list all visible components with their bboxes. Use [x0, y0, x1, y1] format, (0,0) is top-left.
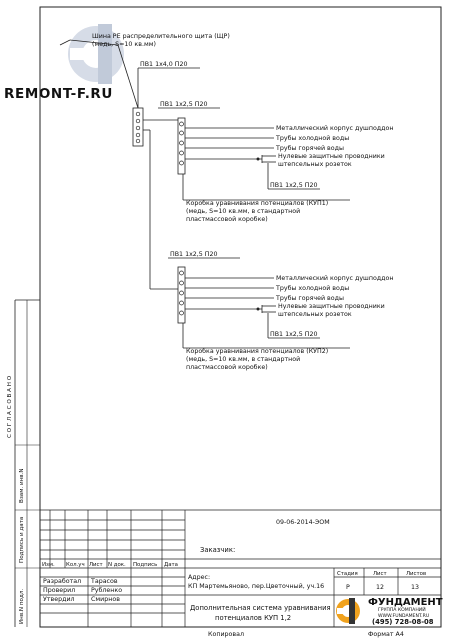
col-header-date: Дата: [164, 562, 178, 568]
box1-item-3: Трубы горячей воды: [276, 145, 344, 152]
box1-neutral-line-1: Нулевые защитные проводники: [278, 153, 385, 160]
col-header-list: Лист: [89, 562, 103, 568]
side-stamp: [7, 375, 25, 624]
box2-feed-cable-label: ПВ1 1х2,5 П20: [170, 251, 218, 258]
box2-neutral-cable-label: ПВ1 1х2,5 П20: [270, 331, 318, 338]
pe-bus-label-2: (медь, S=10 кв.мм): [92, 41, 156, 48]
pe-bus-label-1: Шина PE распределительного щита (ЩР): [92, 33, 230, 40]
box1-description-1: Коробка уравнивания потенциалов (КУП1): [186, 200, 329, 207]
box1-neutral-line-2: штепсельных розеток: [278, 161, 352, 168]
sign-date-label: Подпись и дата: [19, 516, 25, 563]
drawing-title-line-1: Дополнительная система уравнивания: [190, 604, 331, 612]
box2-description-1: Коробка уравнивания потенциалов (КУП2): [186, 348, 329, 355]
company-tagline: ГРУППА КОМПАНИЙ: [378, 608, 426, 613]
box2-neutral-line-1: Нулевые защитные проводники: [278, 303, 385, 310]
box2-description-3: пластмассовой коробке): [186, 364, 268, 371]
staff-role-2: Проверил: [43, 587, 76, 594]
box1-feed-cable-label: ПВ1 1х2,5 П20: [160, 101, 208, 108]
box1-item-2: Трубы холодной воды: [276, 135, 350, 142]
title-block-text: [42, 519, 426, 638]
stage-value: Р: [346, 584, 350, 591]
box1-item-1: Металлический корпус душподдон: [276, 125, 394, 132]
inv-orig-label: Инв.N подл.: [19, 588, 25, 624]
drawing-title-line-2: потенциалов КУП 1,2: [215, 614, 292, 622]
customer-label: Заказчик:: [200, 546, 236, 554]
doc-code: 09-06-2014-ЭОМ: [276, 519, 330, 526]
box1-description-2: (медь, S=10 кв.мм, в стандартной: [186, 208, 301, 215]
staff-name-3: Смирнов: [91, 596, 120, 603]
box2-item-2: Трубы холодной воды: [276, 285, 350, 292]
box2-description-2: (медь, S=10 кв.мм, в стандартной: [186, 356, 301, 363]
staff-role-3: Утвердил: [43, 596, 75, 603]
junction-dots: [257, 158, 260, 311]
stage-label: Стадия: [337, 571, 358, 577]
col-header-izm: Изм.: [42, 562, 55, 568]
col-header-signature: Подпись: [133, 562, 158, 568]
company-phone: (495) 728-08-08: [372, 618, 434, 626]
col-header-kol-uch: Кол.уч: [66, 562, 85, 568]
inv-no-label: Взам. инв.N: [19, 468, 25, 503]
col-header-doc-no: N док.: [108, 562, 126, 568]
box1-neutral-cable-label: ПВ1 1х2,5 П20: [270, 182, 318, 189]
address-label: Адрес:: [188, 574, 211, 581]
sheet-value: 12: [376, 584, 385, 591]
box2-neutral-line-2: штепсельных розеток: [278, 311, 352, 318]
sheet-label: Лист: [373, 571, 387, 577]
address-value: КП Мартемьяново, пер.Цветочный, уч.16: [188, 583, 325, 590]
company-logo-icon: [336, 598, 360, 624]
main-cable-label: ПВ1 1х4,0 П20: [140, 61, 188, 68]
company-logo: [336, 597, 443, 626]
box2-item-3: Трубы горячей воды: [276, 295, 344, 302]
box1-description-3: пластмассовой коробке): [186, 216, 268, 223]
format-label: Формат А4: [368, 631, 404, 638]
staff-name-2: Рубленко: [91, 587, 123, 594]
copied-label: Копировал: [208, 631, 244, 638]
watermark-text: REMONT-F.RU: [4, 86, 113, 102]
company-name: ФУНДАМЕНТ: [368, 597, 443, 608]
agreed-label: С О Г Л А С О В А Н О: [7, 375, 13, 438]
scheme-labels: [92, 33, 393, 371]
box2-item-1: Металлический корпус душподдон: [276, 275, 394, 282]
sheets-value: 13: [411, 584, 420, 591]
staff-name-1: Тарасов: [91, 578, 118, 585]
sheets-label: Листов: [406, 571, 427, 577]
staff-role-1: Разработал: [43, 578, 82, 585]
company-site: WWW.FUNDAMENT.RU: [378, 614, 430, 619]
